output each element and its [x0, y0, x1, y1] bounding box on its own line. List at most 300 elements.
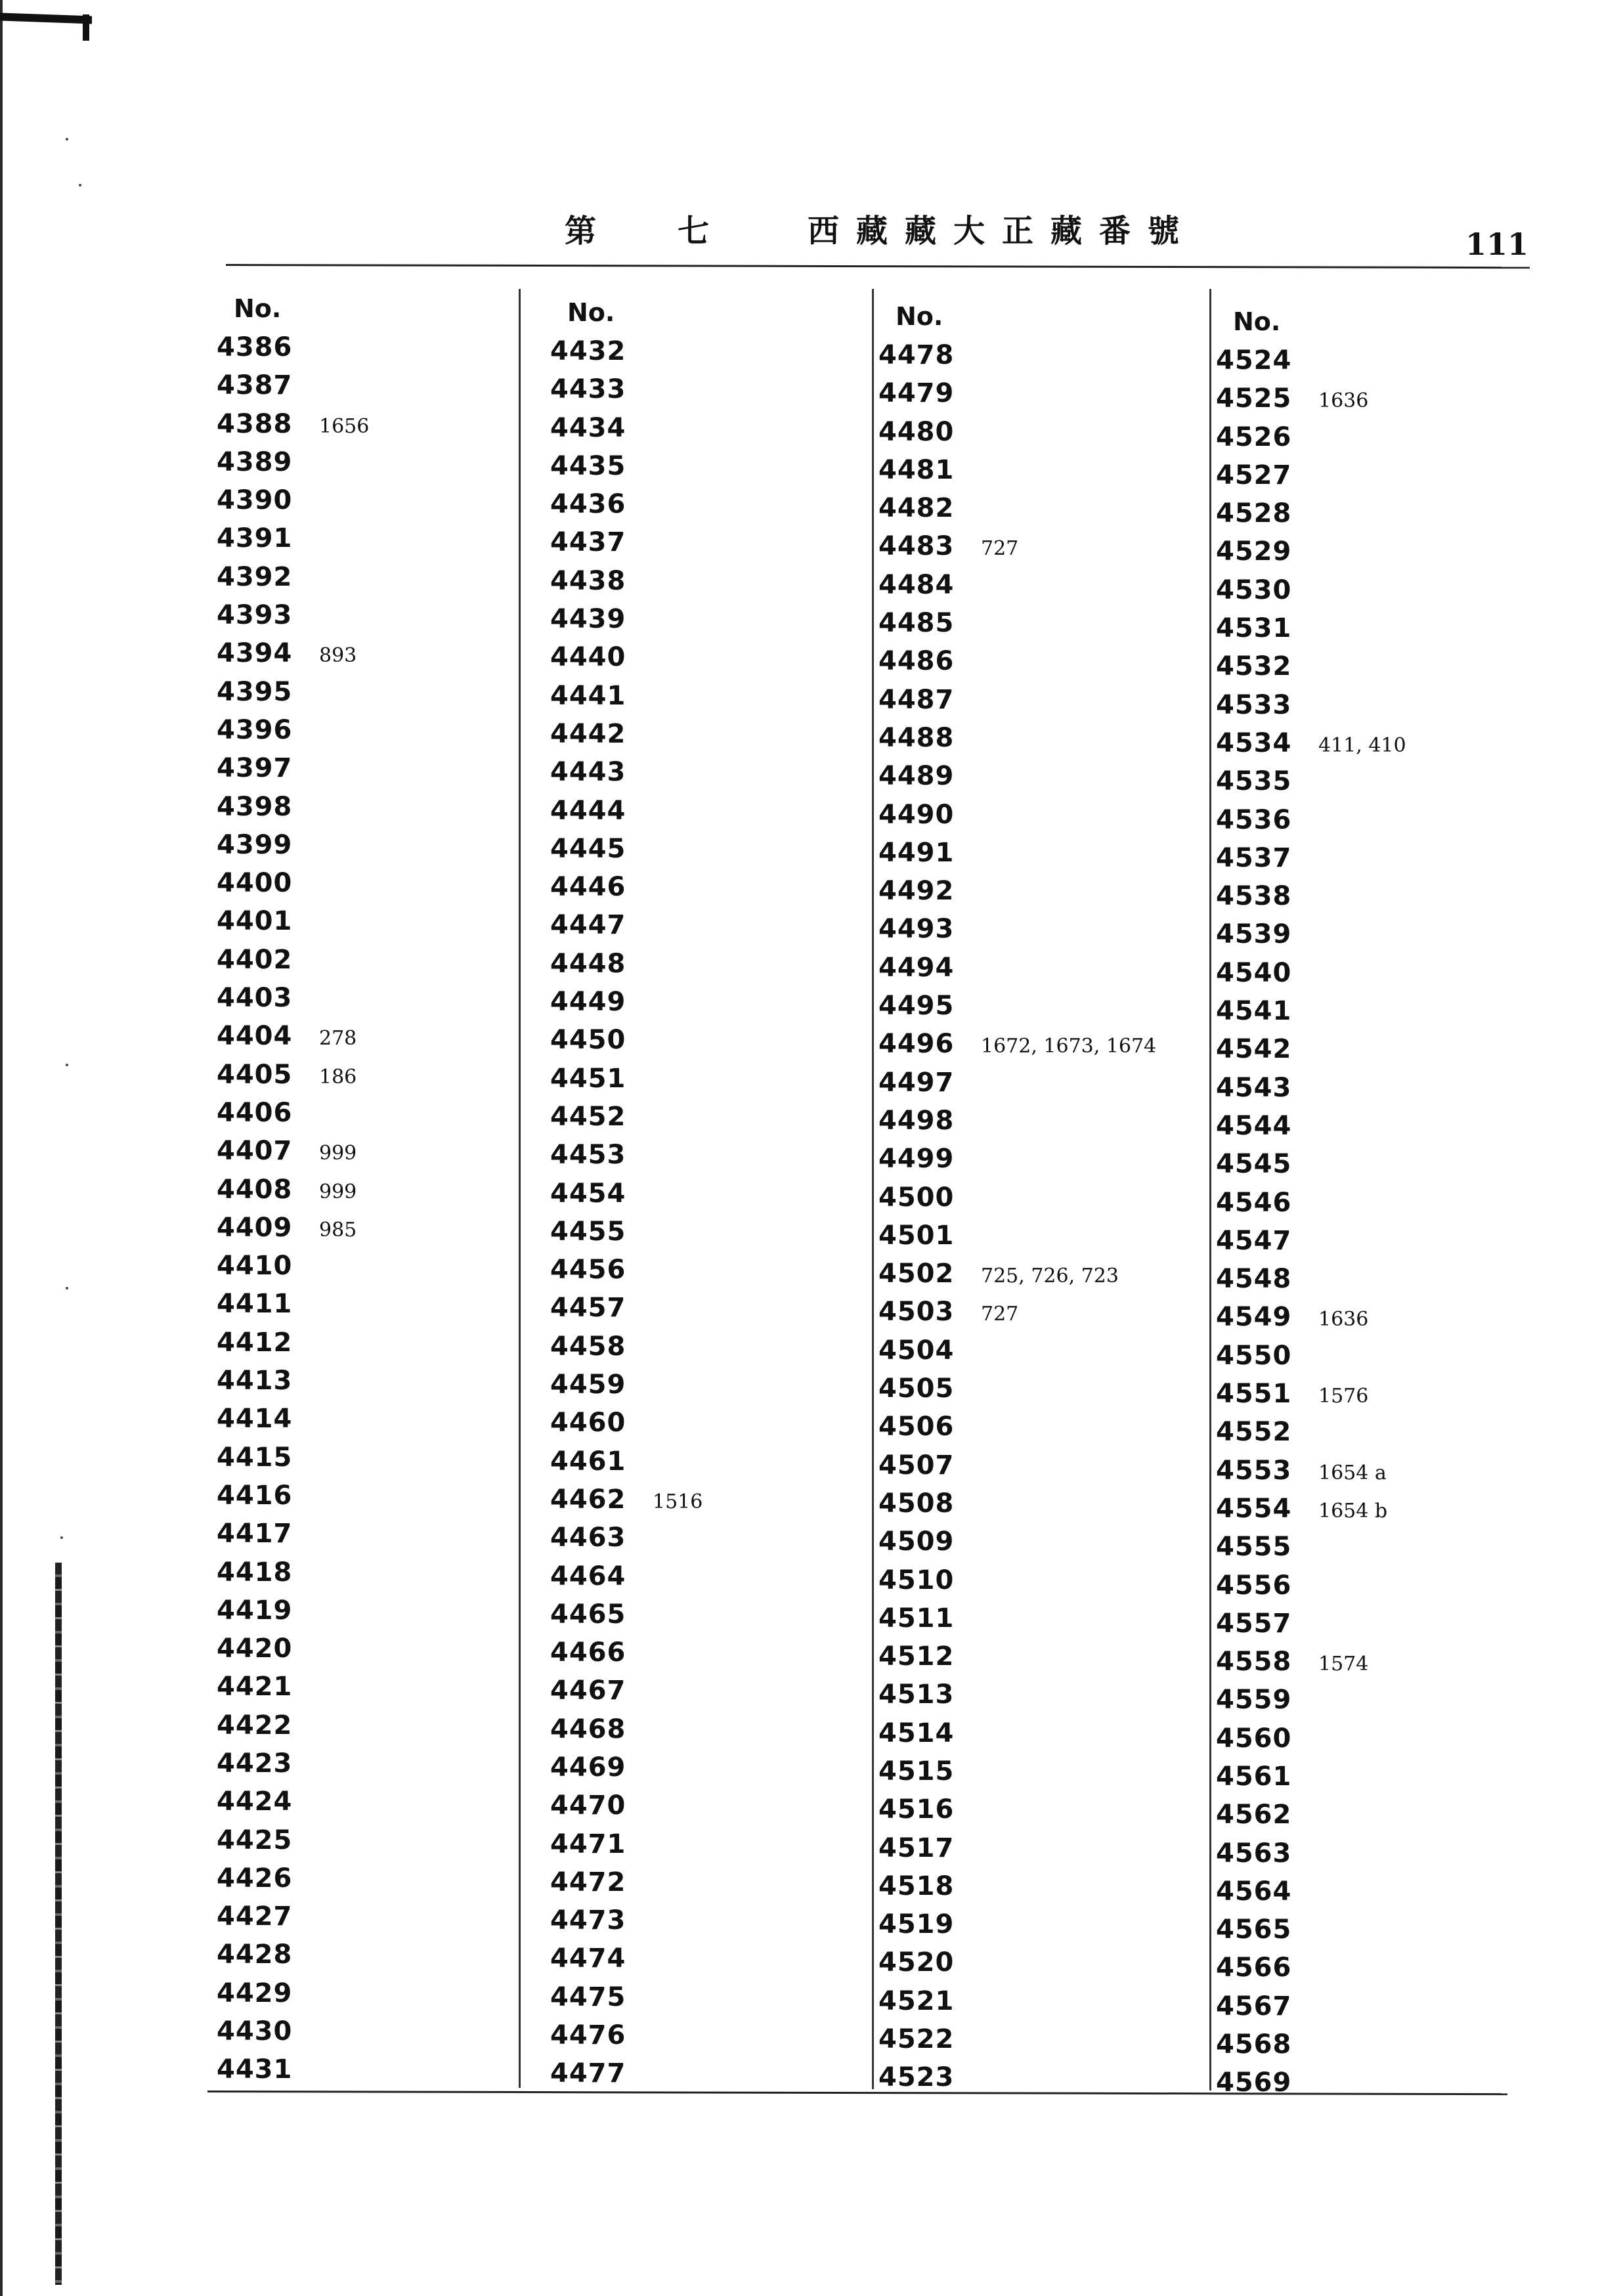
- section-number: 第: [565, 212, 599, 249]
- index-row: [217, 2012, 519, 2050]
- index-row: [217, 1821, 519, 1859]
- tibetan-number: 4455: [550, 1216, 626, 1247]
- scan-speck: [66, 1064, 68, 1066]
- tibetan-number: 4516: [878, 1794, 955, 1825]
- tibetan-number: 4410: [217, 1251, 293, 1282]
- index-column-3: [878, 297, 1180, 2097]
- index-row: [878, 1676, 1180, 1714]
- tibetan-number: 4396: [217, 714, 293, 745]
- header-rule: [226, 264, 1530, 269]
- index-row: [550, 868, 852, 906]
- index-row: [878, 1561, 1180, 1599]
- taisho-reference: 985: [319, 1218, 357, 1242]
- index-row: [217, 1783, 519, 1821]
- index-row: [1216, 1911, 1518, 1949]
- tibetan-number: 4478: [878, 340, 955, 370]
- index-row: [217, 1285, 519, 1323]
- tibetan-number: 4456: [550, 1255, 626, 1286]
- tibetan-number: 4398: [217, 791, 293, 822]
- index-row: [217, 1056, 519, 1094]
- index-row: [217, 902, 519, 940]
- index-row: [550, 1289, 852, 1327]
- index-row: [1216, 1490, 1518, 1528]
- tibetan-number: 4393: [217, 600, 293, 631]
- tibetan-number: 4472: [550, 1867, 626, 1897]
- index-row: [1216, 1413, 1518, 1451]
- index-row: [217, 1515, 519, 1553]
- index-row: [217, 673, 519, 711]
- index-row: [1216, 379, 1518, 418]
- tibetan-number: 4438: [550, 565, 626, 596]
- index-row: [217, 1897, 519, 1936]
- index-row: [878, 1943, 1180, 1982]
- tibetan-number: 4446: [550, 872, 626, 903]
- index-row: [550, 1328, 852, 1366]
- index-row: [550, 1901, 852, 1939]
- scan-corner-tick: [83, 14, 89, 41]
- index-row: [217, 1094, 519, 1132]
- tibetan-number: 4541: [1216, 996, 1292, 1027]
- scan-left-edge: [0, 0, 3, 2296]
- tibetan-number: 4526: [1216, 422, 1292, 452]
- index-row: [217, 788, 519, 826]
- index-row: [878, 757, 1180, 795]
- tibetan-number: 4451: [550, 1063, 626, 1094]
- index-row: [550, 447, 852, 485]
- index-row: [878, 1905, 1180, 1943]
- tibetan-number: 4489: [878, 761, 955, 792]
- tibetan-number: 4399: [217, 829, 293, 860]
- tibetan-number: 4540: [1216, 957, 1292, 988]
- index-row: [550, 1098, 852, 1136]
- taisho-reference: 1516: [653, 1490, 703, 1513]
- taisho-reference: 999: [319, 1142, 357, 1165]
- index-row: [550, 1748, 852, 1787]
- tibetan-number: 4494: [878, 952, 955, 983]
- index-row: [878, 1714, 1180, 1752]
- index-row: [1216, 839, 1518, 877]
- tibetan-number: 4437: [550, 527, 626, 558]
- tibetan-number: 4417: [217, 1519, 293, 1549]
- index-row: [878, 642, 1180, 680]
- tibetan-number: 4409: [217, 1212, 293, 1243]
- index-row: [550, 332, 852, 370]
- tibetan-number: 4403: [217, 983, 293, 1014]
- tibetan-number: 4538: [1216, 881, 1292, 912]
- tibetan-number: 4481: [878, 454, 955, 485]
- index-row: [550, 1251, 852, 1289]
- index-row: [1216, 1643, 1518, 1681]
- index-row: [550, 1404, 852, 1442]
- index-row: [878, 1523, 1180, 1561]
- index-row: [217, 1362, 519, 1400]
- tibetan-number: 4435: [550, 450, 626, 481]
- tibetan-number: 4397: [217, 753, 293, 784]
- index-row: [1216, 1796, 1518, 1834]
- tibetan-number: 4522: [878, 2024, 955, 2055]
- tibetan-number: 4536: [1216, 804, 1292, 835]
- index-row: [1216, 1069, 1518, 1107]
- tibetan-number: 4452: [550, 1101, 626, 1132]
- taisho-reference: 727: [981, 537, 1019, 561]
- index-row: [217, 1668, 519, 1706]
- index-row: [550, 830, 852, 868]
- scan-speck: [60, 1536, 63, 1539]
- section-title: 西藏藏大正藏番號: [808, 212, 1197, 249]
- tibetan-number: 4486: [878, 646, 955, 677]
- tibetan-number: 4461: [550, 1446, 626, 1477]
- index-row: [550, 1442, 852, 1481]
- index-row: [550, 1787, 852, 1825]
- index-row: [878, 1025, 1180, 1063]
- index-row: [1216, 647, 1518, 685]
- tibetan-number: 4429: [217, 1978, 293, 2008]
- tibetan-number: 4499: [878, 1144, 955, 1175]
- index-row: [878, 834, 1180, 872]
- tibetan-number: 4507: [878, 1450, 955, 1481]
- tibetan-number: 4517: [878, 1832, 955, 1863]
- index-row: [1216, 1452, 1518, 1490]
- index-row: [550, 1939, 852, 1978]
- index-row: [550, 677, 852, 715]
- tibetan-number: 4503: [878, 1297, 955, 1328]
- index-row: [550, 715, 852, 753]
- tibetan-number: 4490: [878, 799, 955, 830]
- tibetan-number: 4416: [217, 1480, 293, 1511]
- taisho-reference: 1636: [1318, 389, 1369, 413]
- index-row: [1216, 532, 1518, 571]
- tibetan-number: 4407: [217, 1136, 293, 1167]
- tibetan-number: 4427: [217, 1901, 293, 1932]
- index-row: [1216, 609, 1518, 647]
- index-row: [1216, 1337, 1518, 1375]
- tibetan-number: 4528: [1216, 498, 1292, 529]
- tibetan-number: 4428: [217, 1939, 293, 1970]
- index-row: [878, 910, 1180, 948]
- index-row: [217, 1439, 519, 1477]
- index-row: [217, 1630, 519, 1668]
- tibetan-number: 4474: [550, 1943, 626, 1974]
- index-row: [550, 1481, 852, 1519]
- tibetan-number: 4523: [878, 2062, 955, 2093]
- index-row: [550, 1021, 852, 1059]
- tibetan-number: 4554: [1216, 1493, 1292, 1524]
- index-row: [550, 792, 852, 830]
- index-row: [217, 826, 519, 864]
- tibetan-number: 4400: [217, 868, 293, 899]
- tibetan-number: 4491: [878, 837, 955, 868]
- index-row: [878, 872, 1180, 910]
- tibetan-number: 4422: [217, 1710, 293, 1741]
- taisho-reference: 278: [319, 1027, 357, 1051]
- tibetan-number: 4495: [878, 991, 955, 1022]
- tibetan-number: 4465: [550, 1599, 626, 1630]
- tibetan-number: 4480: [878, 416, 955, 447]
- tibetan-number: 4470: [550, 1790, 626, 1821]
- index-row: [1216, 762, 1518, 800]
- index-row: [878, 1752, 1180, 1790]
- taisho-reference: 411, 410: [1318, 733, 1406, 757]
- index-row: [217, 1247, 519, 1285]
- index-row: [878, 1637, 1180, 1676]
- tibetan-number: 4483: [878, 531, 955, 562]
- scan-speck: [79, 184, 81, 186]
- tibetan-number: 4432: [550, 336, 626, 366]
- index-row: [878, 1102, 1180, 1140]
- index-row: [550, 2016, 852, 2054]
- tibetan-number: 4423: [217, 1748, 293, 1779]
- tibetan-number: 4498: [878, 1105, 955, 1136]
- tibetan-number: 4532: [1216, 651, 1292, 682]
- column-header: No.: [234, 294, 282, 323]
- index-row: [550, 945, 852, 983]
- index-row: [217, 864, 519, 902]
- index-row: [217, 941, 519, 979]
- column-divider: [1209, 289, 1211, 2090]
- index-row: [1216, 1567, 1518, 1605]
- index-row: [550, 485, 852, 523]
- tibetan-number: 4448: [550, 948, 626, 979]
- index-row: [1216, 2025, 1518, 2064]
- index-row: [550, 600, 852, 638]
- tibetan-number: 4420: [217, 1634, 293, 1664]
- tibetan-number: 4440: [550, 642, 626, 673]
- tibetan-number: 4520: [878, 1947, 955, 1978]
- tibetan-number: 4421: [217, 1672, 293, 1702]
- index-row: [878, 566, 1180, 604]
- index-row: [878, 336, 1180, 374]
- index-row: [550, 1213, 852, 1251]
- tibetan-number: 4431: [217, 2054, 293, 2085]
- index-row: [1216, 341, 1518, 379]
- tibetan-number: 4504: [878, 1335, 955, 1366]
- tibetan-number: 4442: [550, 718, 626, 749]
- tibetan-number: 4406: [217, 1097, 293, 1128]
- index-row: [217, 481, 519, 519]
- index-row: [550, 1557, 852, 1595]
- tibetan-number: 4531: [1216, 613, 1292, 644]
- index-row: [1216, 494, 1518, 532]
- index-row: [550, 1710, 852, 1748]
- index-row: [878, 451, 1180, 489]
- index-row: [1216, 1145, 1518, 1183]
- column-rows: [550, 332, 852, 2093]
- index-row: [217, 1132, 519, 1170]
- index-row: [550, 1595, 852, 1634]
- index-row: [550, 1825, 852, 1863]
- index-row: [1216, 1834, 1518, 1873]
- index-row: [550, 1060, 852, 1098]
- tibetan-number: 4506: [878, 1412, 955, 1442]
- index-row: [1216, 456, 1518, 494]
- tibetan-number: 4530: [1216, 574, 1292, 605]
- tibetan-number: 4450: [550, 1025, 626, 1056]
- index-row: [217, 366, 519, 404]
- tibetan-number: 4469: [550, 1752, 626, 1783]
- index-row: [1216, 915, 1518, 953]
- index-row: [217, 1553, 519, 1592]
- tibetan-number: 4566: [1216, 1953, 1292, 1983]
- tibetan-number: 4412: [217, 1327, 293, 1358]
- tibetan-number: 4484: [878, 569, 955, 600]
- index-row: [217, 634, 519, 672]
- tibetan-number: 4453: [550, 1140, 626, 1171]
- tibetan-number: 4394: [217, 638, 293, 669]
- tibetan-number: 4459: [550, 1370, 626, 1400]
- tibetan-number: 4562: [1216, 1800, 1292, 1830]
- tibetan-number: 4402: [217, 944, 293, 975]
- tibetan-number: 4492: [878, 876, 955, 907]
- index-row: [1216, 1260, 1518, 1298]
- index-row: [1216, 1184, 1518, 1222]
- column-header: No.: [1233, 307, 1281, 336]
- tibetan-number: 4477: [550, 2058, 626, 2089]
- tibetan-number: 4389: [217, 446, 293, 477]
- tibetan-number: 4561: [1216, 1761, 1292, 1792]
- index-row: [878, 1408, 1180, 1446]
- index-row: [550, 1978, 852, 2016]
- tibetan-number: 4445: [550, 833, 626, 864]
- tibetan-number: 4485: [878, 608, 955, 639]
- index-row: [878, 1867, 1180, 1905]
- tibetan-number: 4449: [550, 987, 626, 1018]
- index-row: [878, 1484, 1180, 1523]
- index-row: [1216, 1758, 1518, 1796]
- tibetan-number: 4436: [550, 489, 626, 520]
- tibetan-number: 4414: [217, 1404, 293, 1435]
- index-row: [217, 2050, 519, 2089]
- index-row: [878, 1217, 1180, 1255]
- tibetan-number: 4488: [878, 722, 955, 753]
- tibetan-number: 4405: [217, 1059, 293, 1090]
- index-row: [550, 906, 852, 944]
- tibetan-number: 4430: [217, 2016, 293, 2047]
- tibetan-number: 4508: [878, 1488, 955, 1519]
- index-row: [878, 681, 1180, 719]
- tibetan-number: 4505: [878, 1374, 955, 1404]
- tibetan-number: 4413: [217, 1366, 293, 1397]
- tibetan-number: 4482: [878, 493, 955, 524]
- index-row: [1216, 1681, 1518, 1719]
- index-row: [550, 562, 852, 600]
- tibetan-number: 4501: [878, 1220, 955, 1251]
- scan-speck: [66, 1287, 68, 1289]
- tibetan-number: 4550: [1216, 1340, 1292, 1371]
- index-row: [217, 328, 519, 366]
- tibetan-number: 4473: [550, 1905, 626, 1936]
- index-column-4: [1216, 302, 1518, 2102]
- tibetan-number: 4460: [550, 1408, 626, 1439]
- tibetan-number: 4511: [878, 1603, 955, 1634]
- index-column-2: [550, 293, 852, 2093]
- index-row: [550, 1366, 852, 1404]
- index-row: [217, 1477, 519, 1515]
- tibetan-number: 4387: [217, 370, 293, 401]
- index-row: [217, 1592, 519, 1630]
- tibetan-number: 4408: [217, 1174, 293, 1205]
- index-row: [878, 374, 1180, 412]
- tibetan-number: 4514: [878, 1718, 955, 1748]
- index-row: [217, 1324, 519, 1362]
- index-row: [217, 1706, 519, 1744]
- index-row: [550, 523, 852, 561]
- tibetan-number: 4555: [1216, 1532, 1292, 1563]
- tibetan-number: 4560: [1216, 1723, 1292, 1754]
- tibetan-number: 4544: [1216, 1110, 1292, 1141]
- index-row: [217, 558, 519, 596]
- index-row: [878, 1332, 1180, 1370]
- index-row: [1216, 1107, 1518, 1145]
- tibetan-number: 4569: [1216, 2068, 1292, 2098]
- tibetan-number: 4524: [1216, 345, 1292, 376]
- tibetan-number: 4467: [550, 1676, 626, 1706]
- index-row: [1216, 1222, 1518, 1260]
- tibetan-number: 4392: [217, 561, 293, 592]
- tibetan-number: 4546: [1216, 1187, 1292, 1218]
- tibetan-number: 4543: [1216, 1072, 1292, 1103]
- index-row: [1216, 1298, 1518, 1336]
- index-row: [1216, 954, 1518, 992]
- tibetan-number: 4462: [550, 1484, 626, 1515]
- index-row: [550, 409, 852, 447]
- tibetan-number: 4552: [1216, 1417, 1292, 1448]
- index-row: [878, 949, 1180, 987]
- tibetan-number: 4395: [217, 676, 293, 707]
- index-row: [217, 1017, 519, 1055]
- taisho-reference: 1654 b: [1318, 1499, 1388, 1523]
- index-row: [550, 983, 852, 1021]
- tibetan-number: 4401: [217, 906, 293, 937]
- index-row: [550, 1519, 852, 1557]
- tibetan-number: 4549: [1216, 1302, 1292, 1333]
- index-row: [1216, 1720, 1518, 1758]
- index-row: [1216, 686, 1518, 724]
- index-row: [217, 1171, 519, 1209]
- tibetan-number: 4458: [550, 1331, 626, 1362]
- scan-corner-mark: [0, 13, 92, 24]
- index-row: [217, 405, 519, 443]
- tibetan-number: 4518: [878, 1871, 955, 1901]
- index-row: [878, 1446, 1180, 1484]
- index-row: [1216, 801, 1518, 839]
- index-column-1: [217, 289, 519, 2089]
- tibetan-number: 4487: [878, 684, 955, 715]
- tibetan-number: 4525: [1216, 383, 1292, 414]
- tibetan-number: 4386: [217, 332, 293, 362]
- tibetan-number: 4466: [550, 1637, 626, 1668]
- tibetan-number: 4418: [217, 1557, 293, 1588]
- tibetan-number: 4545: [1216, 1149, 1292, 1180]
- taisho-reference: 1672, 1673, 1674: [981, 1035, 1157, 1058]
- tibetan-number: 4388: [217, 408, 293, 439]
- taisho-reference: 999: [319, 1180, 357, 1203]
- index-row: [550, 1136, 852, 1174]
- taisho-reference: 727: [981, 1303, 1019, 1326]
- index-row: [878, 1255, 1180, 1293]
- tibetan-number: 4539: [1216, 919, 1292, 950]
- tibetan-number: 4537: [1216, 842, 1292, 873]
- index-row: [550, 1863, 852, 1901]
- index-row: [1216, 877, 1518, 915]
- taisho-reference: 1574: [1318, 1653, 1369, 1676]
- tibetan-number: 4443: [550, 757, 626, 788]
- column-rows: [217, 328, 519, 2089]
- tibetan-number: 4444: [550, 795, 626, 826]
- index-row: [217, 1936, 519, 1974]
- tibetan-number: 4534: [1216, 727, 1292, 758]
- column-header: No.: [896, 302, 943, 331]
- tibetan-number: 4475: [550, 1982, 626, 2012]
